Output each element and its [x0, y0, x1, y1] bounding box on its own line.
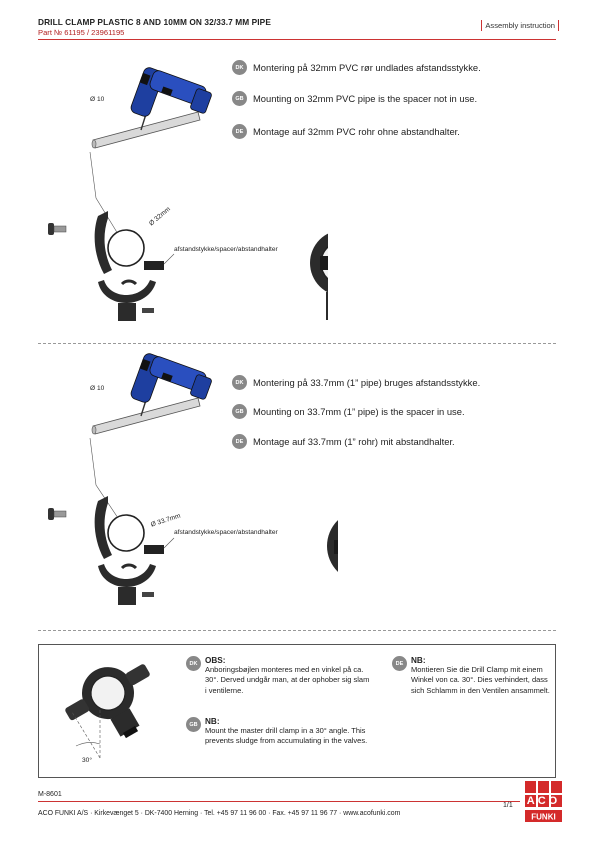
clamp-lower-icon [98, 280, 156, 303]
pipe-section-icon [108, 230, 144, 266]
gb-badge: GB [232, 91, 247, 106]
spacer-label: afstandstykke/spacer/abstandhalter [174, 246, 278, 253]
clamp-outlet-icon [118, 587, 136, 605]
instruction-de [232, 434, 455, 449]
dk-badge: DK [232, 60, 247, 75]
de-badge: DE [232, 434, 247, 449]
clamp-lower-icon [98, 564, 156, 587]
aco-funki-logo-icon [525, 781, 562, 822]
note-title: OBS: [205, 656, 226, 665]
instruction-text: Montage auf 32mm PVC rohr ohne abstandhalter. [253, 126, 460, 137]
spacer-label: afstandstykke/spacer/abstandhalter [174, 529, 278, 536]
angle-line [72, 712, 100, 758]
section2-illustration [38, 350, 338, 620]
note-title: NB: [205, 717, 220, 726]
bolt-icon [48, 223, 66, 235]
instruction-gb [232, 91, 477, 106]
svg-text:FUNKI: FUNKI [531, 812, 556, 822]
note-text: Anboringsbøjlen monteres med en vinkel på ca. 30°. Derved undgår man, at der ophober sig slam i ventilerne. [205, 665, 370, 695]
svg-text:ACO: ACO [526, 795, 561, 807]
pipe-diameter-label: Ø 32mm [148, 205, 172, 228]
page-number: 1/1 [503, 802, 513, 809]
document-code: M-8601 [38, 791, 62, 798]
instruction-text: Mounting on 33.7mm (1” pipe) is the spacer in use. [253, 406, 465, 417]
de-badge: DE [232, 124, 247, 139]
company-address: ACO FUNKI A/S · Kirkevænget 5 · DK-7400 Herning · Tel. +45 97 11 96 00 · Fax. +45 97 11 96 77 · www.acofunki.com [38, 810, 401, 817]
gb-badge: GB [186, 717, 201, 732]
pipe-rod-icon [92, 112, 200, 148]
footer-rule [38, 801, 520, 802]
pipe-section-icon [108, 515, 144, 551]
document-type: Assembly instruction [481, 20, 559, 31]
instruction-text: Mounting on 32mm PVC pipe is the spacer not in use. [253, 93, 478, 104]
spacer-icon [144, 261, 164, 270]
instruction-dk [232, 60, 481, 75]
drill-diameter-label: Ø 10 [90, 96, 105, 103]
de-badge: DE [392, 656, 407, 671]
assembled-clamp-icon [327, 510, 338, 606]
angle-arc [76, 742, 100, 746]
angle-illustration [50, 648, 180, 774]
note-text: Mount the master drill clamp in a 30° angle. This prevents sludge from accumulating in the valves. [205, 726, 368, 746]
bolt-icon [48, 508, 66, 520]
instruction-text: Montering på 33.7mm (1” pipe) bruges afstandsstykke. [253, 377, 481, 388]
dk-badge: DK [232, 375, 247, 390]
note-text: Montieren Sie die Drill Clamp mit einem Winkel von ca. 30°. Dies verhindert, dass sich Schlamm in den Ventilen ansammelt. [411, 665, 550, 695]
instruction-text: Montage auf 33.7mm (1” rohr) mit abstandhalter. [253, 436, 455, 447]
note-gb [186, 717, 370, 747]
drill-diameter-label: Ø 10 [90, 385, 105, 392]
header-rule [38, 39, 556, 40]
pipe-rod-icon [92, 398, 200, 434]
spacer-icon [144, 545, 164, 554]
instruction-gb [232, 404, 465, 419]
angle-label: 30° [82, 757, 92, 764]
section-divider [38, 343, 556, 344]
instruction-text: Montering på 32mm PVC rør undlades afstandsstykke. [253, 62, 481, 73]
section-divider [38, 630, 556, 631]
part-number: Part № 61195 / 23961195 [38, 28, 125, 37]
clamp-outlet-icon [118, 303, 136, 321]
instruction-dk [232, 375, 480, 390]
note-title: NB: [411, 656, 426, 665]
gb-badge: GB [232, 404, 247, 419]
document-title: DRILL CLAMP PLASTIC 8 AND 10MM ON 32/33.7 MM PIPE [38, 17, 271, 27]
assembled-clamp-icon [310, 230, 328, 324]
note-dk [186, 656, 370, 696]
dk-badge: DK [186, 656, 201, 671]
pipe-diameter-label: Ø 33.7mm [150, 512, 182, 529]
angled-clamp-icon [55, 648, 172, 758]
note-de [392, 656, 561, 696]
instruction-de [232, 124, 460, 139]
